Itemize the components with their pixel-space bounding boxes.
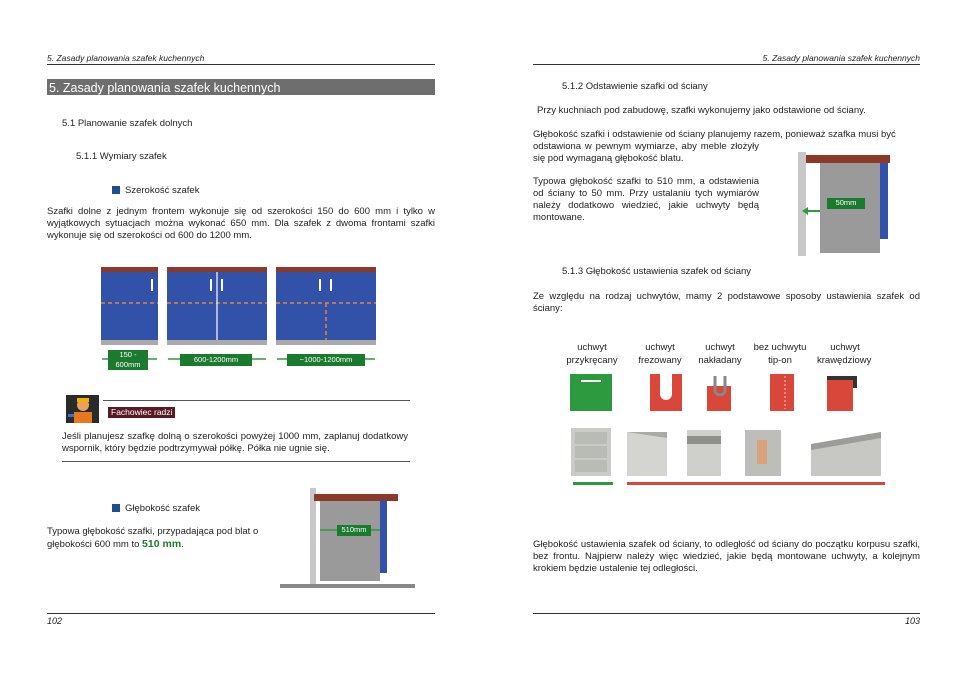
bullet-square-icon (112, 504, 120, 512)
paragraph-3: Typowa głębokość szafki to 510 mm, a odstawienia od ściany to 50 mm. Przy ustalaniu tych wymiarów należy dodatkowo wiedzieć, jakie uchwyty będą montowane. (533, 176, 759, 223)
page-right (485, 0, 970, 682)
subsection-heading: 5.1.3 Głębokość ustawienia szafek od ściany (562, 266, 752, 277)
chapter-title: 5. Zasady planowania szafek kuchennych (49, 81, 281, 95)
paragraph-2-line-1: Głębokość szafki i odstawienie od ściany planujemy razem, ponieważ szafka musi być (533, 129, 896, 140)
page-number: 102 (47, 616, 63, 626)
paragraph-5: Głębokość ustawienia szafek od ściany, to odległość od ściany do początku korpusu szafki, bez frontu. Najpierw należy więc wiedzieć, jakie będą montowane uchwyty, a kolejnym krokiem będzie ustalenie tej odległości. (533, 539, 920, 574)
paragraph-2-rest: odstawiona w pewnym wymiarze, aby meble złożyły się pod wymaganą głębokość blatu. (533, 141, 759, 164)
section-heading: 5.1 Planowanie szafek dolnych (62, 118, 193, 129)
cabinet-depth-illustration (280, 486, 415, 590)
tip-label: Fachowiec radzi (108, 407, 175, 418)
handle-type-label: uchwyt krawędziowy (817, 342, 872, 366)
tip-bottom-rule (62, 461, 410, 462)
chapter-title-bar (47, 79, 435, 95)
running-header: 5. Zasady planowania szafek kuchennych (47, 53, 205, 63)
paragraph-1: Przy kuchniach pod zabudowę, szafki wykonujemy jako odstawione od ściany. (537, 105, 866, 116)
dim-label-double-front: 600-1200mm (180, 354, 252, 366)
subsection-heading: 5.1.1 Wymiary szafek (76, 151, 167, 162)
subsection-heading: 5.1.2 Odstawienie szafki od ściany (562, 81, 708, 92)
dim-label-single-front: 150 - 600mm (108, 350, 148, 370)
tip-avatar-icon (66, 395, 99, 423)
bullet-depth: Głębokość szafek (112, 503, 200, 515)
running-header: 5. Zasady planowania szafek kuchennych (762, 53, 920, 63)
depth-chip: 510mm (337, 525, 371, 536)
gap-chip: 50mm (827, 198, 865, 209)
page-number: 103 (904, 616, 920, 626)
handle-type-label: uchwyt frezowany (638, 342, 682, 366)
handle-type-label: bez uchwytu tip-on (753, 342, 807, 366)
paragraph-depth: Typowa głębokość szafki, przypadająca pod blat o głębokości 600 mm to 510 mm. (47, 526, 259, 550)
tip-top-rule (103, 400, 410, 401)
bullet-square-icon (112, 186, 120, 194)
tip-text: Jeśli planujesz szafkę dolną o szerokości powyżej 1000 mm, zaplanuj dodatkowy wspornik, który będzie podtrzymywał półkę. Półka nie ugnie się. (62, 431, 408, 454)
paragraph-4: Ze względu na rodzaj uchwytów, mamy 2 podstawowe sposoby ustawienia szafek od ściany: (533, 291, 920, 314)
handle-type-label: uchwyt przykręcany (566, 342, 618, 366)
handle-type-label: uchwyt nakładany (698, 342, 742, 366)
dim-label-wide: ~1000-1200mm (287, 354, 365, 366)
bullet-width: Szerokość szafek (112, 185, 199, 197)
header-rule (47, 64, 435, 65)
header-rule (533, 64, 920, 65)
paragraph-width: Szafki dolne z jednym frontem wykonuje się od szerokości 150 do 600 mm i tylko w wyjątkowych sytuacjach można wykonać 650 mm. Dla szafek z dwoma frontami szafki wykonuje się od szerokości od 600 do 1200 mm. (47, 206, 435, 241)
footer-rule (47, 613, 435, 614)
footer-rule (533, 613, 920, 614)
handle-types-illustration (565, 372, 885, 492)
